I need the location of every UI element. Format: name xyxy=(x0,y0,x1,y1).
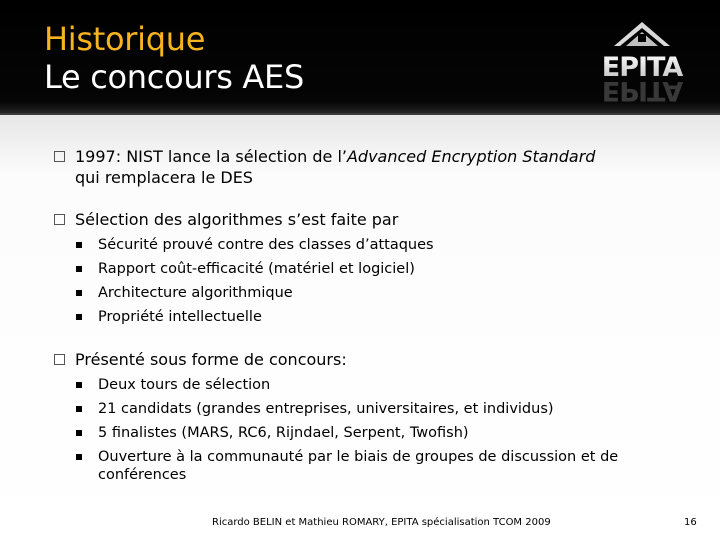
square-bullet-icon xyxy=(76,266,82,272)
svg-text:EPITA: EPITA xyxy=(601,75,683,106)
bullet-contest-format xyxy=(54,349,675,370)
sub-item: Architecture algorithmique xyxy=(76,284,688,302)
sub-item: Propriété intellectuelle xyxy=(76,308,688,326)
square-bullet-icon xyxy=(76,242,82,248)
bullet-aes-selection xyxy=(54,146,675,188)
bullet-text: Sélection des algorithmes s’est faite par xyxy=(75,210,399,229)
page-number: 16 xyxy=(684,517,697,528)
checkbox-bullet-icon xyxy=(54,214,65,225)
slide-footer: Ricardo BELIN et Mathieu ROMARY, EPITA spécialisation TCOM 2009 xyxy=(212,517,551,528)
sub-item: 21 candidats (grandes entreprises, universitaires, et individus) xyxy=(76,400,688,418)
square-bullet-icon xyxy=(76,382,82,388)
bullet-text: Présenté sous forme de concours: xyxy=(75,350,347,369)
title-line-1: Historique xyxy=(44,20,206,58)
square-bullet-icon xyxy=(76,454,82,460)
bullet-text: 1997: NIST lance la sélection de l’ xyxy=(75,147,347,166)
slide-title xyxy=(44,20,304,96)
square-bullet-icon xyxy=(76,290,82,296)
bullet-italic-text: Advanced Encryption Standard xyxy=(346,147,596,166)
bullet-selection-criteria xyxy=(54,209,675,230)
svg-text:EPITA: EPITA xyxy=(601,52,683,83)
square-bullet-icon xyxy=(76,406,82,412)
sub-item: 5 finalistes (MARS, RC6, Rijndael, Serpent, Twofish) xyxy=(76,424,688,442)
square-bullet-icon xyxy=(76,430,82,436)
bullet-text-line2: qui remplacera le DES xyxy=(75,168,253,187)
epita-logo xyxy=(584,20,700,110)
sub-item: Ouverture à la communauté par le biais de groupes de discussion et de conférences xyxy=(76,448,688,484)
sub-item: Deux tours de sélection xyxy=(76,376,688,394)
checkbox-bullet-icon xyxy=(54,151,65,162)
square-bullet-icon xyxy=(76,314,82,320)
title-line-2: Le concours AES xyxy=(44,58,304,96)
sub-item: Sécurité prouvé contre des classes d’attaques xyxy=(76,236,688,254)
sub-item: Rapport coût-efficacité (matériel et logiciel) xyxy=(76,260,688,278)
checkbox-bullet-icon xyxy=(54,354,65,365)
